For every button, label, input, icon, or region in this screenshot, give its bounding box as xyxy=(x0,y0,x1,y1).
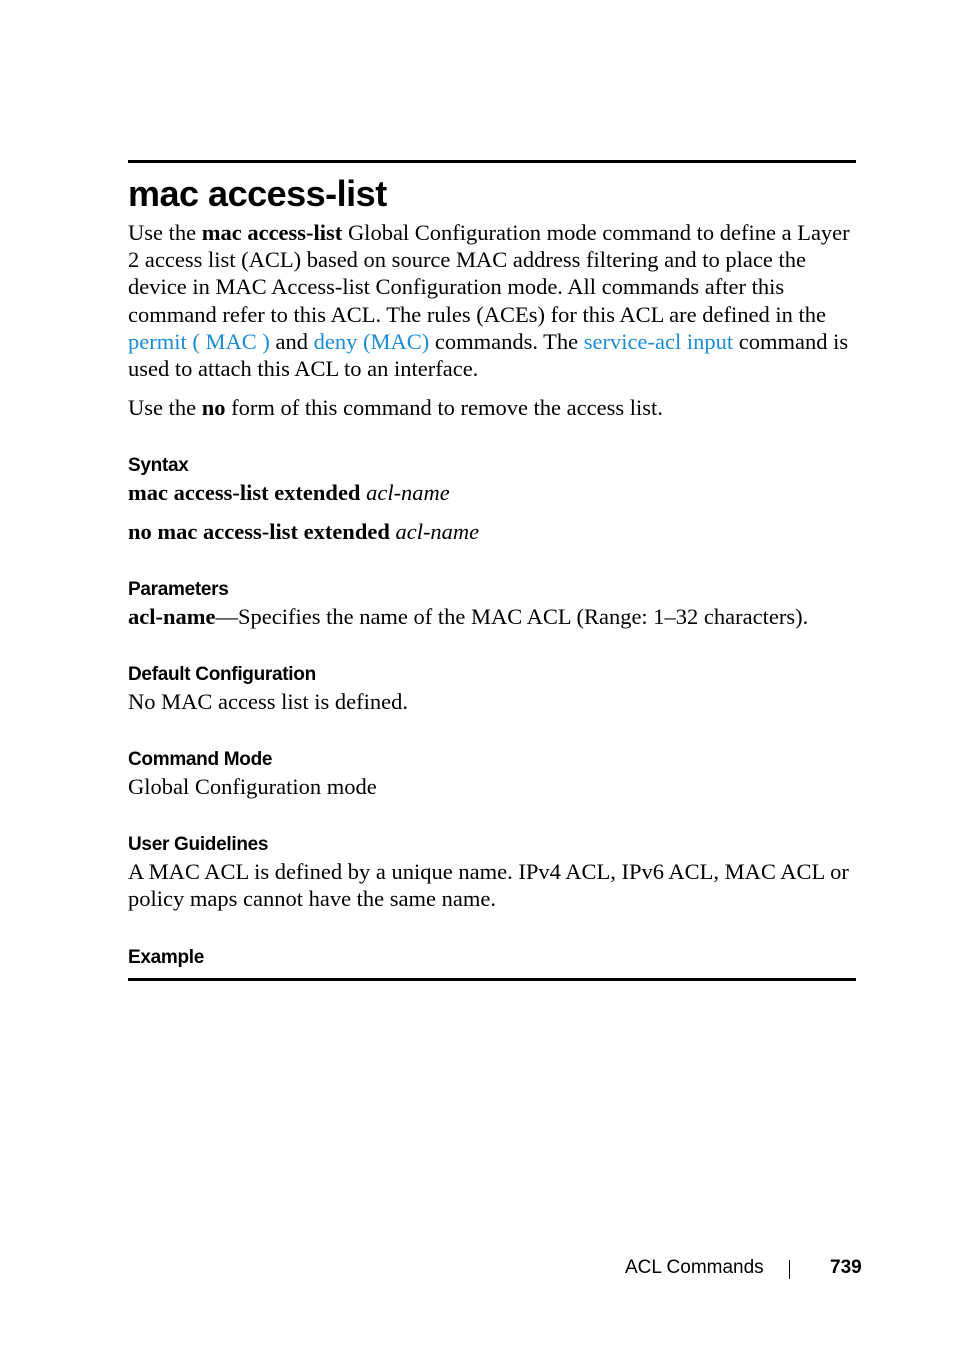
no-keyword: no xyxy=(201,395,226,420)
parameter-name: acl-name xyxy=(128,604,216,629)
command-mode-heading: Command Mode xyxy=(128,749,273,770)
intro-text: command is used to attach this ACL to an interface. xyxy=(128,328,849,382)
deny-mac-link[interactable]: deny (MAC) xyxy=(313,328,430,354)
title-rule xyxy=(128,160,856,163)
command-name: mac access-list xyxy=(201,220,343,245)
syntax-heading: Syntax xyxy=(128,455,189,476)
example-heading: Example xyxy=(128,947,205,968)
footer-separator xyxy=(789,1260,790,1279)
parameter-text: —Specifies the name of the MAC ACL (Range: 1–32 characters). xyxy=(215,604,809,629)
service-acl-input-link[interactable]: service-acl input xyxy=(583,328,734,354)
default-configuration-text: No MAC access list is defined. xyxy=(128,689,408,714)
intro-text: Use the xyxy=(128,220,202,245)
no-form-text: form of this command to remove the access list. xyxy=(225,395,663,420)
syntax-line-1 xyxy=(128,479,856,506)
syntax-command: mac access-list extended xyxy=(128,480,361,505)
default-configuration-heading: Default Configuration xyxy=(128,664,316,685)
syntax-line-2 xyxy=(128,518,856,545)
footer-section-title: ACL Commands xyxy=(625,1257,764,1278)
syntax-command: no mac access-list extended xyxy=(128,519,390,544)
syntax-argument: acl-name xyxy=(366,480,450,505)
no-form-paragraph xyxy=(128,394,856,421)
page-number: 739 xyxy=(830,1257,862,1278)
permit-mac-link[interactable]: permit ( MAC ) xyxy=(128,328,270,354)
parameters-heading: Parameters xyxy=(128,579,229,600)
user-guidelines-text: A MAC ACL is defined by a unique name. IPv4 ACL, IPv6 ACL, MAC ACL or policy maps cannot have the same name. xyxy=(128,859,849,912)
page-title: mac access-list xyxy=(128,173,387,214)
syntax-argument: acl-name xyxy=(395,519,480,544)
example-rule xyxy=(128,978,856,981)
parameter-description xyxy=(128,603,856,630)
user-guidelines-heading: User Guidelines xyxy=(128,834,269,855)
command-mode-text: Global Configuration mode xyxy=(128,774,377,799)
intro-text: and xyxy=(269,328,314,354)
intro-paragraph xyxy=(128,219,856,382)
intro-text: Global Configuration mode command to define a Layer 2 access list (ACL) based on source MAC address filtering and to place the device in MAC Access-list Configuration mode. All commands after this command refer to this ACL. The rules (ACEs) for this ACL are defined in the xyxy=(128,220,850,327)
no-form-text: Use the xyxy=(128,395,202,420)
intro-text: commands. The xyxy=(429,328,584,354)
